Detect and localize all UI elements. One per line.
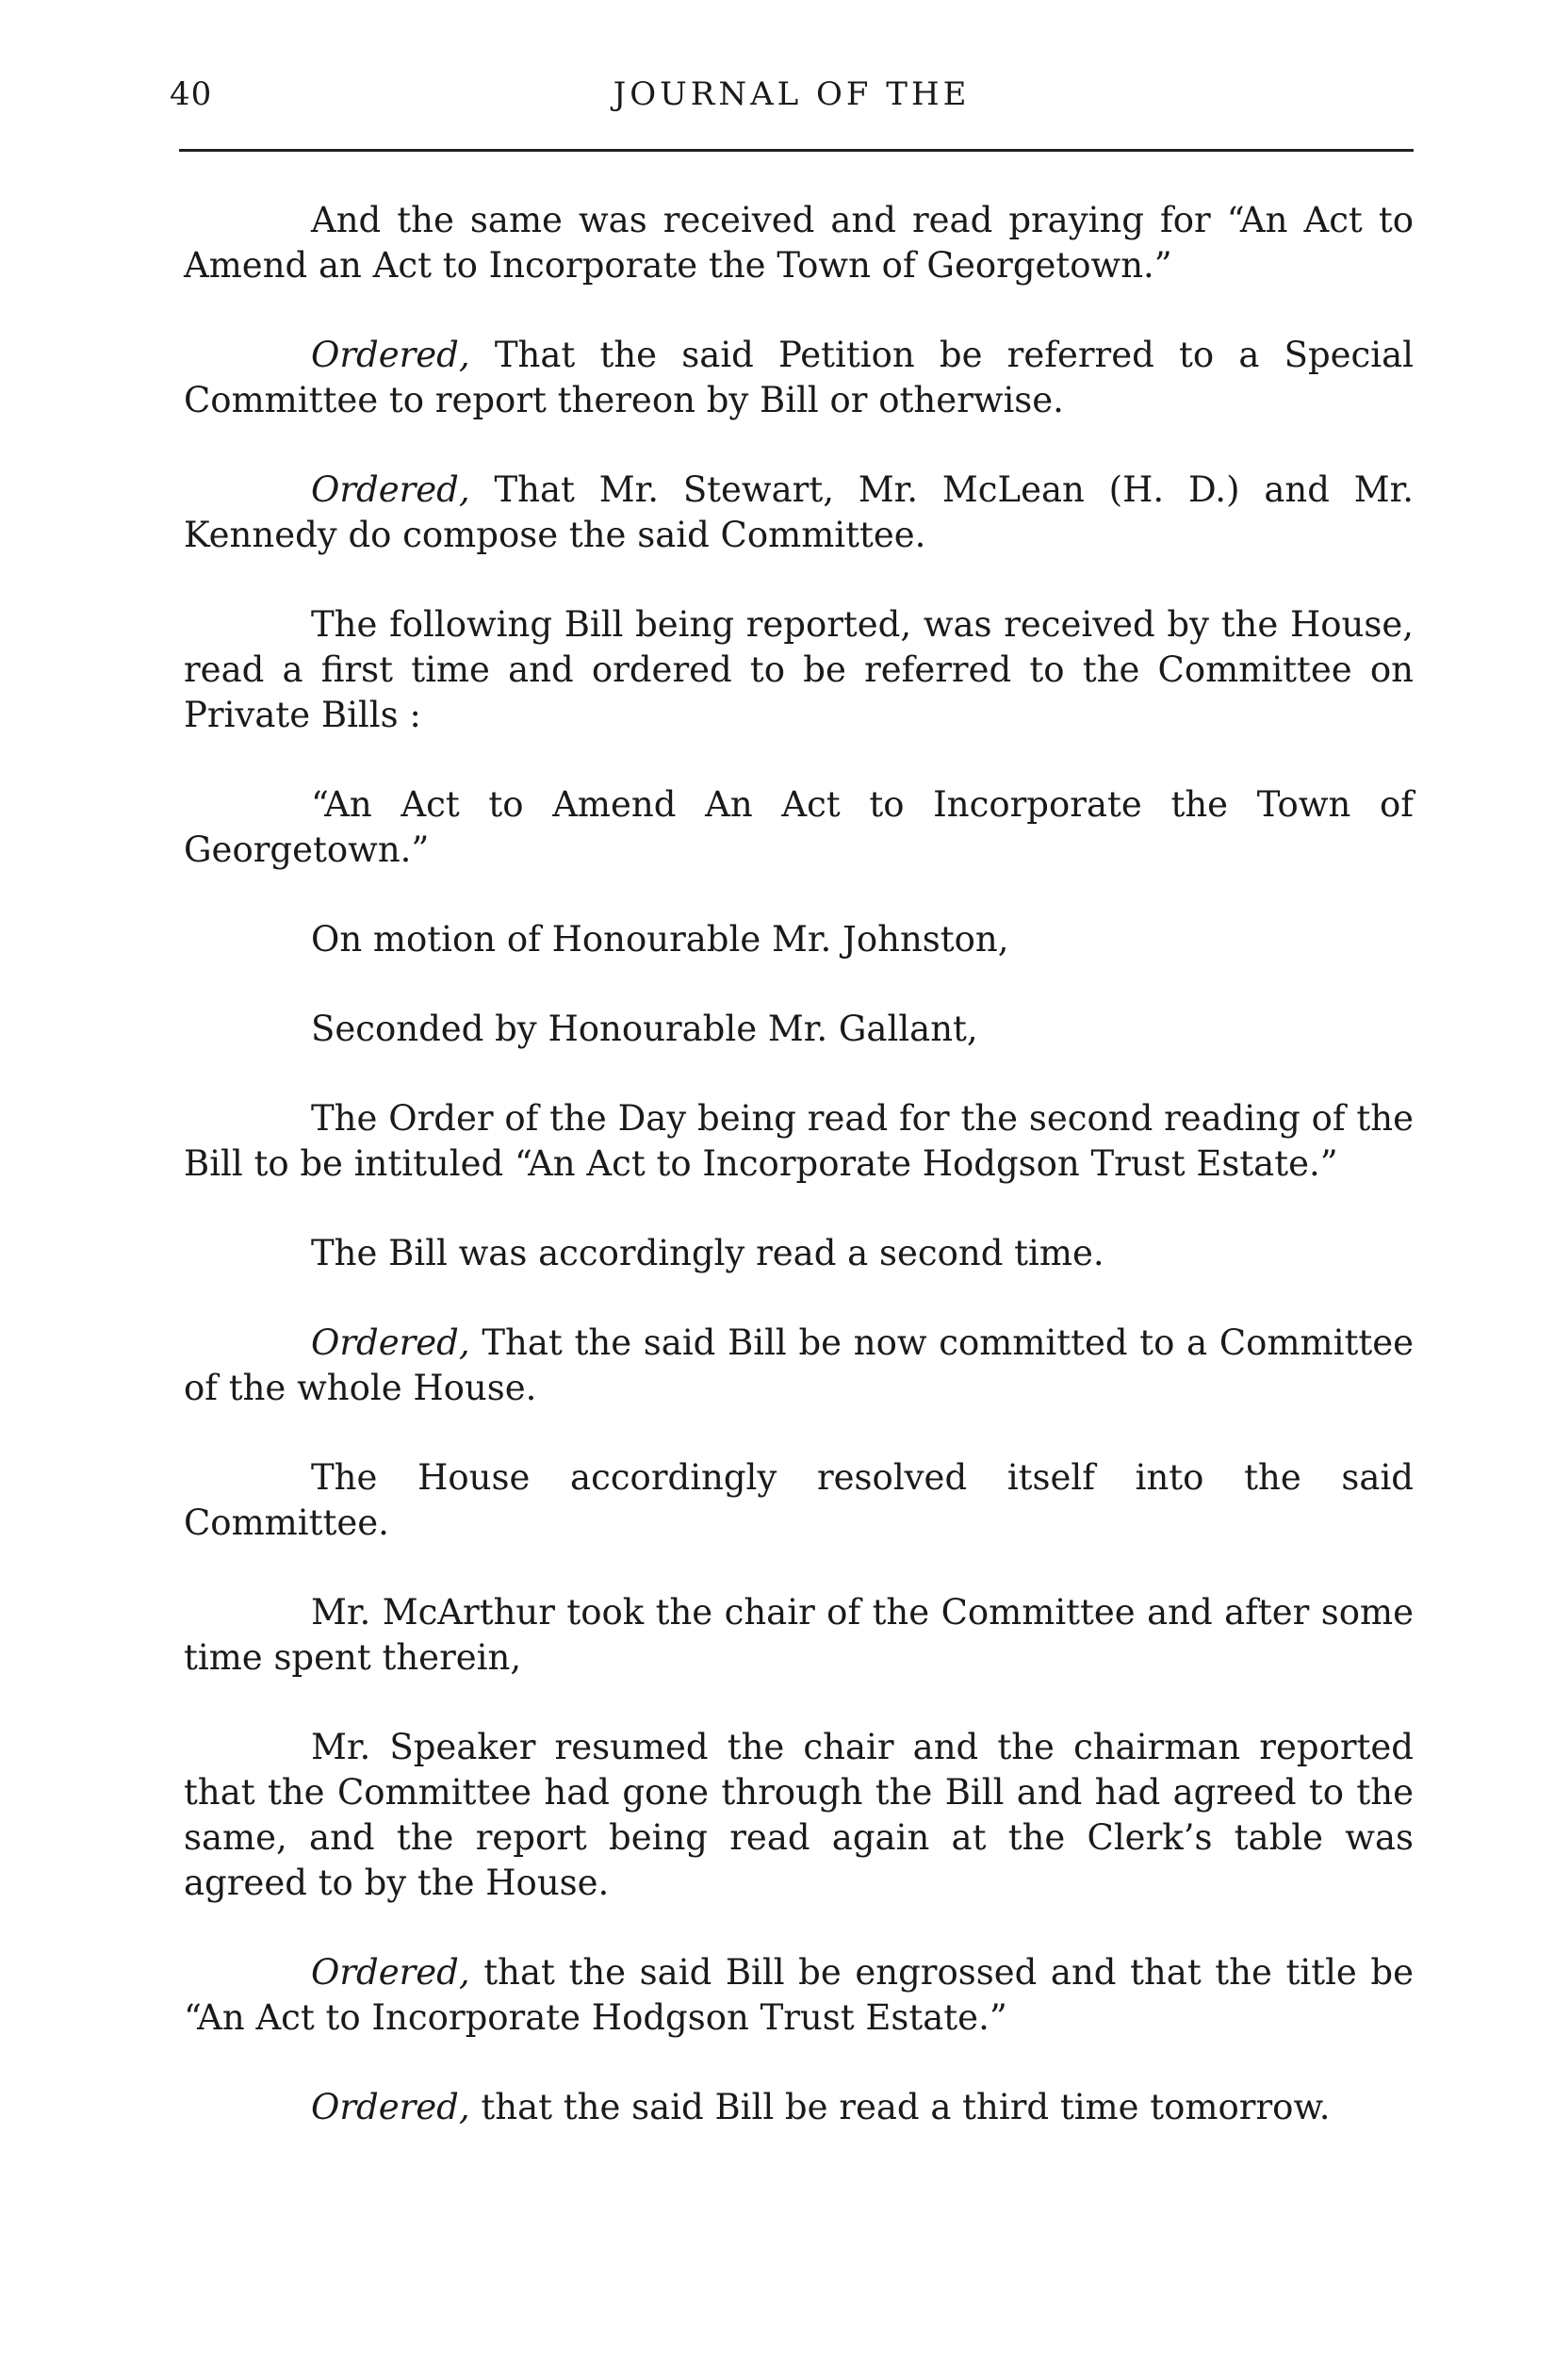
- paragraph-text: Seconded by Honourable Mr. Gallant,: [311, 1009, 978, 1049]
- paragraph-lead: Ordered,: [311, 1322, 470, 1363]
- paragraph-text: That the said Petition be referred to a Special Committee to report thereon by Bill or otherwise.: [184, 335, 1414, 420]
- paragraph-order-third-reading: [184, 2085, 1414, 2130]
- running-head: JOURNAL OF THE: [613, 75, 971, 113]
- paragraph-text: “An Act to Amend An Act to Incorporate the Town of Georgetown.”: [184, 784, 1414, 870]
- page-number: 40: [170, 75, 213, 113]
- paragraph-order-committed: [184, 1321, 1414, 1411]
- header-rule: [179, 149, 1414, 152]
- paragraph-speaker-resumed: [184, 1725, 1414, 1906]
- paragraph-text: that the said Bill be engrossed and that the title be “An Act to Incorporate Hodgson Trust Estate.”: [184, 1952, 1414, 2038]
- paragraph-order-of-day: [184, 1096, 1414, 1187]
- paragraph-house-resolved: [184, 1455, 1414, 1546]
- paragraph-text: And the same was received and read praying for “An Act to Amend an Act to Incorporate the Town of Georgetown.”: [184, 200, 1414, 286]
- paragraph-lead: Ordered,: [311, 469, 470, 510]
- paragraph-petition: [184, 198, 1414, 288]
- paragraph-bill-reported: [184, 602, 1414, 738]
- paragraph-order-engrossed: [184, 1950, 1414, 2041]
- journal-body: [184, 198, 1414, 2175]
- paragraph-order-refer: [184, 333, 1414, 423]
- paragraph-second-reading: [184, 1231, 1414, 1276]
- paragraph-text: That Mr. Stewart, Mr. McLean (H. D.) and Mr. Kennedy do compose the said Committee.: [184, 469, 1414, 555]
- paragraph-text: On motion of Honourable Mr. Johnston,: [311, 919, 1009, 960]
- paragraph-text: Mr. McArthur took the chair of the Committee and after some time spent therein,: [184, 1592, 1414, 1678]
- paragraph-lead: Ordered,: [311, 335, 470, 375]
- paragraph-text: Mr. Speaker resumed the chair and the chairman reported that the Committee had gone through the Bill and had agreed to the same, and the report being read again at the Clerk’s table was agreed to by the House.: [184, 1727, 1414, 1903]
- paragraph-text: The following Bill being reported, was received by the House, read a first time and ordered to be referred to the Committee on Private Bills :: [184, 604, 1414, 735]
- paragraph-seconded: [184, 1007, 1414, 1052]
- page-header: [170, 75, 1414, 132]
- paragraph-order-committee: [184, 468, 1414, 558]
- paragraph-text: That the said Bill be now committed to a Committee of the whole House.: [184, 1322, 1414, 1408]
- paragraph-motion: [184, 917, 1414, 962]
- paragraph-text: that the said Bill be read a third time tomorrow.: [469, 2087, 1331, 2127]
- paragraph-chair: [184, 1590, 1414, 1681]
- paragraph-text: The House accordingly resolved itself into the said Committee.: [184, 1457, 1414, 1543]
- paragraph-lead: Ordered,: [311, 2087, 470, 2127]
- paragraph-bill-title: [184, 782, 1414, 873]
- paragraph-text: The Order of the Day being read for the second reading of the Bill to be intituled “An Act to Incorporate Hodgson Trust Estate.”: [184, 1098, 1414, 1184]
- paragraph-text: The Bill was accordingly read a second time.: [311, 1233, 1104, 1273]
- paragraph-lead: Ordered,: [311, 1952, 470, 1993]
